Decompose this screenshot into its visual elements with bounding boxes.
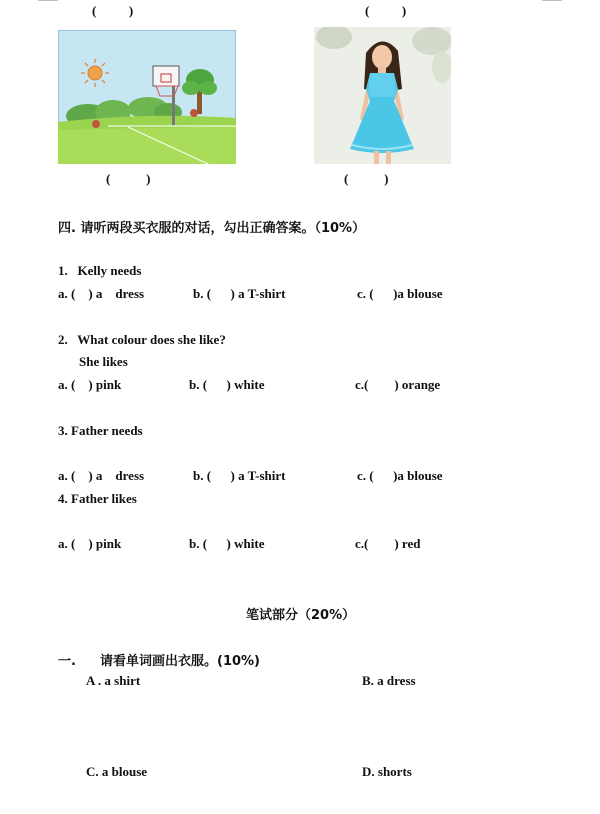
q3-option-b[interactable]: b. ( ) a T-shirt — [193, 468, 286, 483]
q1-question: 1. Kelly needs — [58, 263, 142, 278]
written-part-title: 笔试部分（20%） — [246, 608, 356, 623]
q4-option-c[interactable]: c.( ) red — [355, 536, 421, 551]
basketball-court-picture — [58, 30, 236, 164]
right-image-answer-paren[interactable]: ( ) — [344, 171, 389, 186]
q2-question: 2. What colour does she like? — [58, 332, 226, 347]
page-edge-mark-right — [542, 0, 562, 1]
written-part1-title: 请看单词画出衣服。(10%) — [100, 654, 260, 669]
q4-option-b[interactable]: b. ( ) white — [189, 536, 265, 551]
q3-option-a[interactable]: a. ( ) a dress — [58, 468, 145, 483]
draw-item-c: C. a blouse — [86, 764, 148, 779]
q4-question: 4. Father likes — [58, 491, 137, 506]
draw-item-d: D. shorts — [362, 764, 412, 779]
q2-option-b[interactable]: b. ( ) white — [189, 377, 265, 392]
q2-subline: She likes — [79, 354, 128, 369]
page-edge-mark-left — [38, 0, 58, 1]
q2-option-c[interactable]: c.( ) orange — [355, 377, 441, 392]
top-left-answer-paren[interactable]: ( ) — [92, 3, 134, 18]
top-right-answer-paren[interactable]: ( ) — [365, 3, 407, 18]
girl-in-dress-icon — [314, 27, 451, 164]
girl-in-dress-picture — [314, 27, 451, 164]
left-image-answer-paren[interactable]: ( ) — [106, 171, 151, 186]
q4-option-a[interactable]: a. ( ) pink — [58, 536, 122, 551]
section-four-title: 四. 请听两段买衣服的对话，勾出正确答案。（10%） — [58, 221, 366, 236]
basketball-court-icon — [58, 30, 236, 164]
q1-option-a[interactable]: a. ( ) a dress — [58, 286, 145, 301]
q2-option-a[interactable]: a. ( ) pink — [58, 377, 122, 392]
q1-option-b[interactable]: b. ( ) a T-shirt — [193, 286, 286, 301]
draw-item-b: B. a dress — [362, 673, 416, 688]
q3-option-c[interactable]: c. ( )a blouse — [357, 468, 443, 483]
draw-item-a: A . a shirt — [86, 673, 141, 688]
q3-question: 3. Father needs — [58, 423, 143, 438]
written-part1-number: 一. — [58, 654, 76, 669]
q1-option-c[interactable]: c. ( )a blouse — [357, 286, 443, 301]
